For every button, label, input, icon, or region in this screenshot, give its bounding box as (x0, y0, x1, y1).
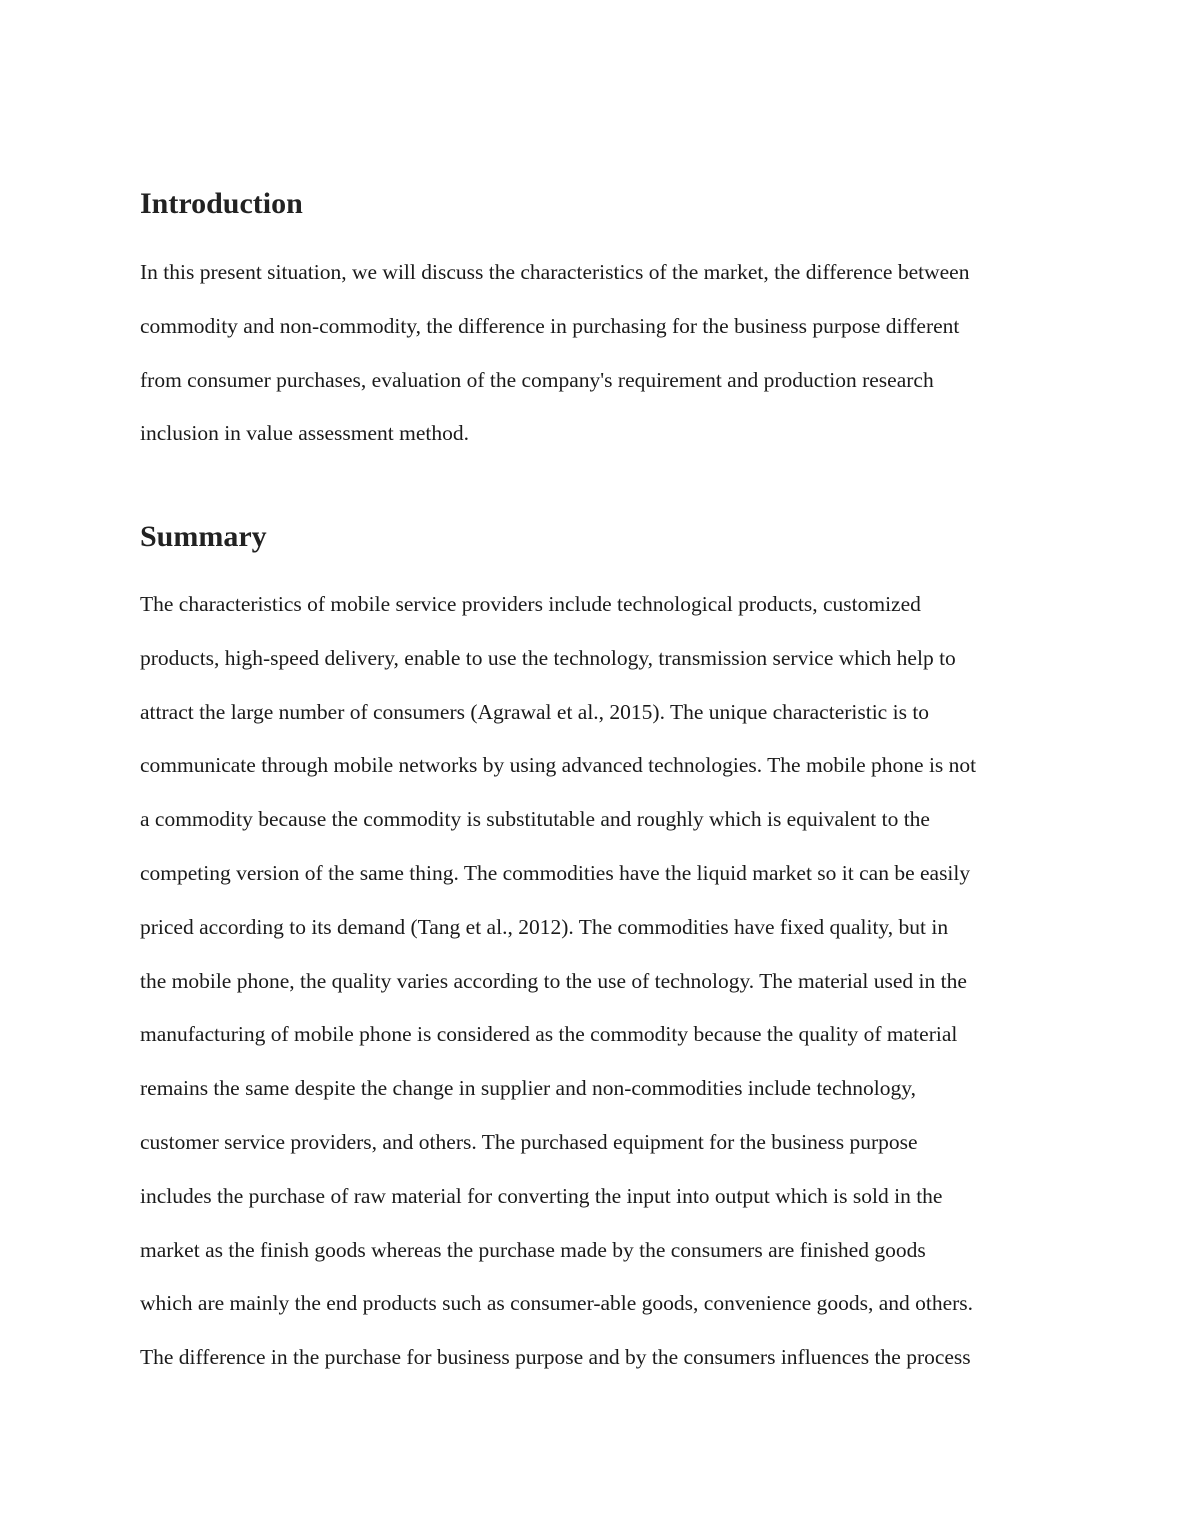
summary-paragraph (140, 578, 1060, 1385)
paragraph-line: manufacturing of mobile phone is considered as the commodity because the quality of material (140, 1022, 958, 1047)
paragraph-line: The characteristics of mobile service providers include technological products, customized (140, 592, 921, 616)
paragraph-line: communicate through mobile networks by using advanced technologies. The mobile phone is not (140, 753, 977, 778)
paragraph-line: priced according to its demand (Tang et al., 2012). The commodities have fixed quality, but in (140, 914, 949, 939)
paragraph-line: inclusion in value assessment method. (140, 421, 470, 446)
paragraph-line: which are mainly the end products such as consumer-able goods, convenience goods, and others. (140, 1291, 974, 1316)
paragraph-line: The difference in the purchase for business purpose and by the consumers influences the process (140, 1345, 971, 1370)
paragraph-line: from consumer purchases, evaluation of the company's requirement and production research (140, 367, 934, 392)
summary-heading: Summary (140, 520, 267, 553)
paragraph-line: market as the finish goods whereas the purchase made by the consumers are finished goods (140, 1237, 926, 1262)
paragraph-line: commodity and non-commodity, the difference in purchasing for the business purpose different (140, 313, 960, 338)
paragraph-line: products, high-speed delivery, enable to use the technology, transmission service which help to (140, 645, 956, 670)
paragraph-line: remains the same despite the change in supplier and non-commodities include technology, (140, 1076, 916, 1101)
introduction-paragraph (140, 246, 1060, 461)
paragraph-line: the mobile phone, the quality varies according to the use of technology. The material used in the (140, 968, 967, 993)
paragraph-line: In this present situation, we will discuss the characteristics of the market, the difference between (140, 260, 970, 284)
paragraph-line: a commodity because the commodity is substitutable and roughly which is equivalent to the (140, 807, 930, 832)
paragraph-line: customer service providers, and others. The purchased equipment for the business purpose (140, 1129, 918, 1154)
paragraph-line: competing version of the same thing. The commodities have the liquid market so it can be easily (140, 860, 971, 885)
paragraph-line: includes the purchase of raw material for converting the input into output which is sold in the (140, 1183, 943, 1208)
introduction-heading: Introduction (140, 187, 303, 220)
paragraph-line: attract the large number of consumers (Agrawal et al., 2015). The unique characteristic is to (140, 699, 930, 724)
